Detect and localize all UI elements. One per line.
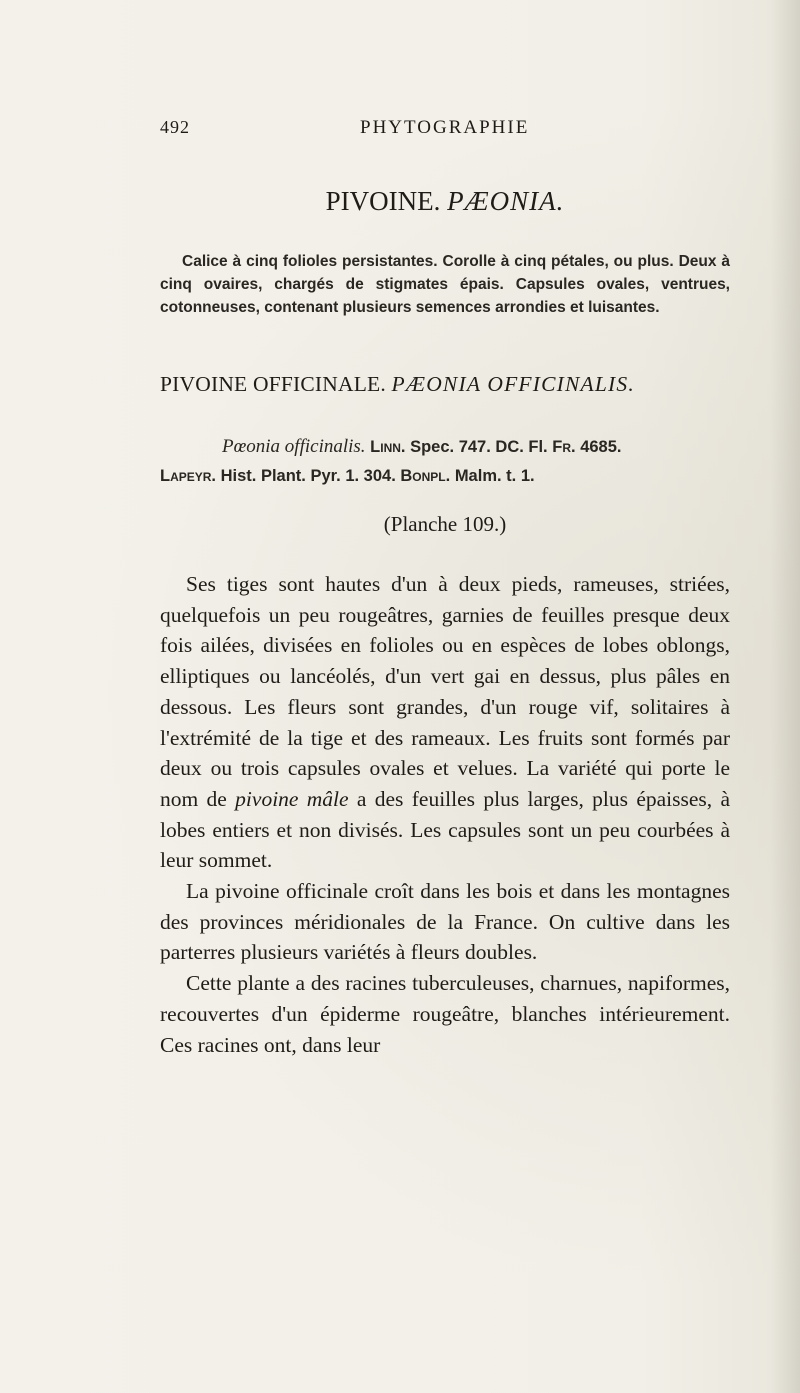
synonym-reference: Spec. 747. DC. Fl.	[410, 438, 548, 456]
genus-description: Calice à cinq folioles persistantes. Corolle à cinq pétales, ou plus. Deux à cinq ovaires, chargés de stigmates épais. Capsules ovales, ventrues, cotonneuses, contenant plusieurs semences arrondies et luisantes.	[160, 253, 730, 316]
body-text	[160, 569, 730, 1060]
paragraph-habitat: La pivoine officinale croît dans les bois et dans les montagnes des provinces méridionales de la France. On cultive dans les parterres plusieurs variétés à fleurs doubles.	[160, 879, 730, 965]
synonym-reference: 4685.	[580, 438, 622, 456]
synonymy-line-1	[160, 432, 730, 462]
running-title: PHYTOGRAPHIE	[360, 117, 530, 138]
page-edge-shadow	[770, 0, 800, 1393]
synonym-author-linnaeus: Linn.	[370, 438, 406, 456]
synonym-author-lapeyrouse: Lapeyr.	[160, 467, 217, 485]
synonymy-block	[160, 432, 730, 491]
running-head	[160, 117, 730, 145]
plate-reference: (Planche 109.)	[383, 512, 507, 536]
genus-name-french: PIVOINE.	[325, 186, 441, 216]
genus-heading	[160, 186, 730, 217]
synonym-author-bonpland: Bonpl.	[400, 467, 451, 485]
synonym-latin-name: Pœonia officinalis.	[222, 436, 366, 457]
species-heading	[160, 372, 735, 397]
genus-name-latin: PÆONIA.	[447, 186, 565, 216]
page-number: 492	[160, 117, 190, 137]
synonym-author-fr: Fr.	[552, 438, 576, 456]
paragraph-roots: Cette plante a des racines tuberculeuses, charnues, napiformes, recouvertes d'un épiderme rougeâtre, blanches intérieurement. Ces racines ont, dans leur	[160, 971, 730, 1057]
paragraph-description	[160, 569, 730, 876]
paragraph-text: Ses tiges sont hautes d'un à deux pieds, rameuses, striées, quelquefois un peu rougeâtres, garnies de feuilles presque deux fois ailées, divisées en folioles ou en espèces de lobes oblongs, elliptiques ou lancéolés, d'un vert gai en dessus, plus pâles en dessous. Les fleurs sont grandes, d'un rouge vif, solitaires à l'extrémité de la tige et des rameaux. Les fruits sont formés par deux ou trois capsules ovales et velues. La variété qui porte le nom de	[160, 572, 730, 811]
synonym-reference: Malm. t. 1.	[454, 467, 535, 485]
italic-term: pivoine mâle	[235, 786, 349, 811]
species-name-french: PIVOINE OFFICINALE.	[160, 372, 386, 396]
synonymy-line-2	[160, 462, 730, 491]
paragraph-text: a des feuilles plus larges, plus épaisses, à lobes entiers et non divisés. Les capsules sont un peu courbées à leur sommet.	[160, 786, 731, 873]
synonym-reference: Hist. Plant. Pyr. 1. 304.	[220, 467, 396, 485]
species-name-latin: PÆONIA OFFICINALIS.	[391, 372, 635, 396]
